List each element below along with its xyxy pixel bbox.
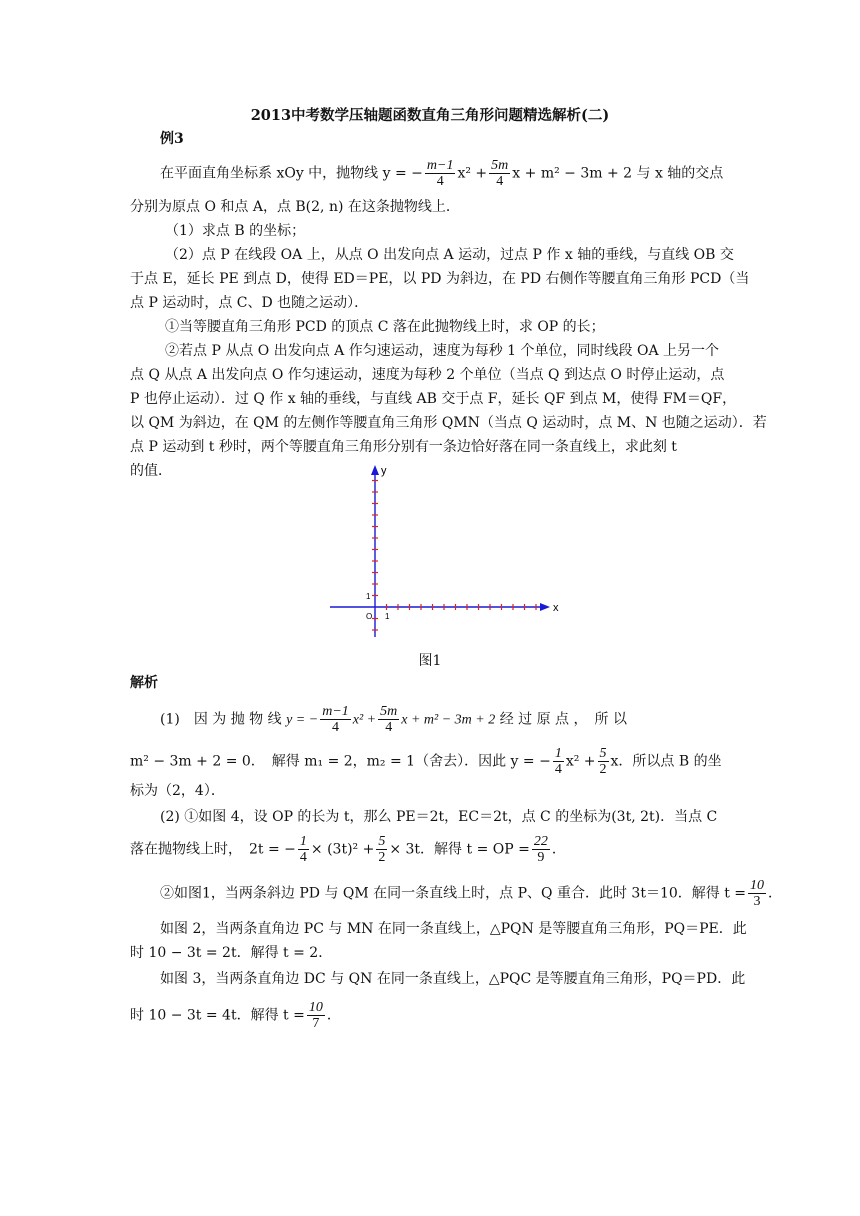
question-2b: ②若点 P 从点 O 出发向点 A 作匀速运动，速度为每秒 1 个单位，同时线段 OA 上另一个 [165,343,720,359]
problem-intro-a: 在平面直角坐标系 xOy 中，抛物线 y = − [160,165,423,182]
fraction: $\frac{m-1}{4}$ [322,704,349,735]
solution-part-5-line-2 [130,1000,735,1031]
solution-part-2: (2) ①如图 4，设 OP 的长为 t，那么 PE＝2t，EC＝2t，点 C 的坐标为(3t, 2t)．当点 C [160,809,718,825]
solution-text: 落在抛物线上时， 2t = − [130,841,296,858]
x-axis [330,603,550,611]
solution-text: m² − 3m + 2 = 0． 解得 m₁ = 2，m₂ = 1（舍去）．因此 y = − [130,753,551,770]
y-tick-one-label: 1 [366,592,371,601]
fraction: $\frac{5m}{4}$ [380,704,398,735]
solution-part-2-line-2 [130,834,735,865]
problem-intro-b: x² + [457,165,488,182]
solution-part-1-line-2 [130,746,735,777]
fraction: $\frac{1}{4}$ [299,834,307,865]
solution-part-5: 如图 3，当两条直角边 DC 与 QN 在同一条直线上，△PQC 是等腰直角三角形，PQ＝PD．此 [160,971,746,987]
problem-text-line: 于点 E，延长 PE 到点 D，使得 ED＝PE，以 PD 为斜边，在 PD 右侧作等腰直角三角形 PCD（当 [130,271,750,287]
fraction: $\frac{1}{4}$ [554,746,562,777]
figure-caption: 图1 [418,653,442,669]
question-2a: ①当等腰直角三角形 PCD 的顶点 C 落在此抛物线上时，求 OP 的长； [165,319,605,335]
fraction: $\frac{10}{3}$ [750,878,765,909]
math-expr: x + m² − 3m + 2 [401,712,496,728]
solution-text: ． [551,841,566,858]
solution-part-1 [160,704,735,735]
document-title: 2013中考数学压轴题函数直角三角形问题精选解析(二) [250,107,610,124]
solution-label: 解析 [130,675,158,691]
fraction: $\frac{5}{2}$ [378,834,386,865]
fraction: $\frac{10}{7}$ [308,1000,323,1031]
solution-part-4: 如图 2，当两条直角边 PC 与 MN 在同一条直线上，△PQN 是等腰直角三角形，PQ＝PE．此 [160,921,747,937]
solution-text-line: 标为（2，4）． [130,783,225,799]
problem-intro [160,158,735,189]
solution-text: × 3t．解得 t = OP = [389,841,530,858]
solution-part-3 [160,878,783,909]
question-1: （1）求点 B 的坐标； [165,223,306,239]
solution-text: ． [326,1007,341,1024]
solution-text-line: 时 10 − 3t = 2t．解得 t = 2． [130,945,333,961]
problem-intro-c: x + m² − 3m + 2 与 x 轴的交点 [512,165,724,182]
math-expr: y = − [286,712,319,728]
problem-text-line: 的值． [130,463,172,479]
solution-text: 时 10 − 3t = 4t．解得 t = [130,1007,305,1024]
question-2: （2）点 P 在线段 OA 上，从点 O 出发向点 A 运动，过点 P 作 x 轴的垂线，与直线 OB 交 [165,247,734,263]
solution-text: x² + [565,753,596,770]
solution-text: ． [768,885,783,902]
fraction: $\frac{5m}{4}$ [491,158,509,189]
x-axis-label: x [553,602,559,614]
fraction: $\frac{5}{2}$ [599,746,607,777]
example-label: 例3 [160,131,184,147]
solution-text: x．所以点 B 的坐 [610,753,722,770]
problem-text-line: 分别为原点 O 和点 A，点 B(2, n) 在这条抛物线上． [130,199,460,215]
solution-text: 经 过 原 点 ， 所 以 [499,711,627,728]
coordinate-axes-figure [325,462,560,642]
fraction: $\frac{22}{9}$ [533,834,548,865]
solution-text: (1) 因 为 抛 物 线 [160,711,282,728]
problem-text-line: 以 QM 为斜边，在 QM 的左侧作等腰直角三角形 QMN（当点 Q 运动时，点 M、N 也随之运动）．若 [130,415,767,431]
solution-text: × (3t)² + [310,841,375,858]
origin-label: O [366,612,373,621]
x-tick-one-label: 1 [385,612,390,621]
y-axis-label: y [381,465,387,477]
math-expr: x² + [352,712,377,728]
fraction: $\frac{m-1}{4}$ [426,158,454,189]
problem-text-line: 点 P 运动时，点 C、D 也随之运动）． [130,295,369,311]
problem-text-line: 点 P 运动到 t 秒时，两个等腰直角三角形分别有一条边恰好落在同一条直线上，求此刻 t [130,439,677,455]
problem-text-line: 点 Q 从点 A 出发向点 O 作匀速运动，速度为每秒 2 个单位（当点 Q 到达点 O 时停止运动，点 [130,367,725,383]
solution-text: ②如图1，当两条斜边 PD 与 QM 在同一条直线上时，点 P、Q 重合．此时 3t＝10．解得 t = [160,885,747,902]
problem-text-line: P 也停止运动）．过 Q 作 x 轴的垂线，与直线 AB 交于点 F，延长 QF 到点 M，使得 FM＝QF， [130,391,737,407]
